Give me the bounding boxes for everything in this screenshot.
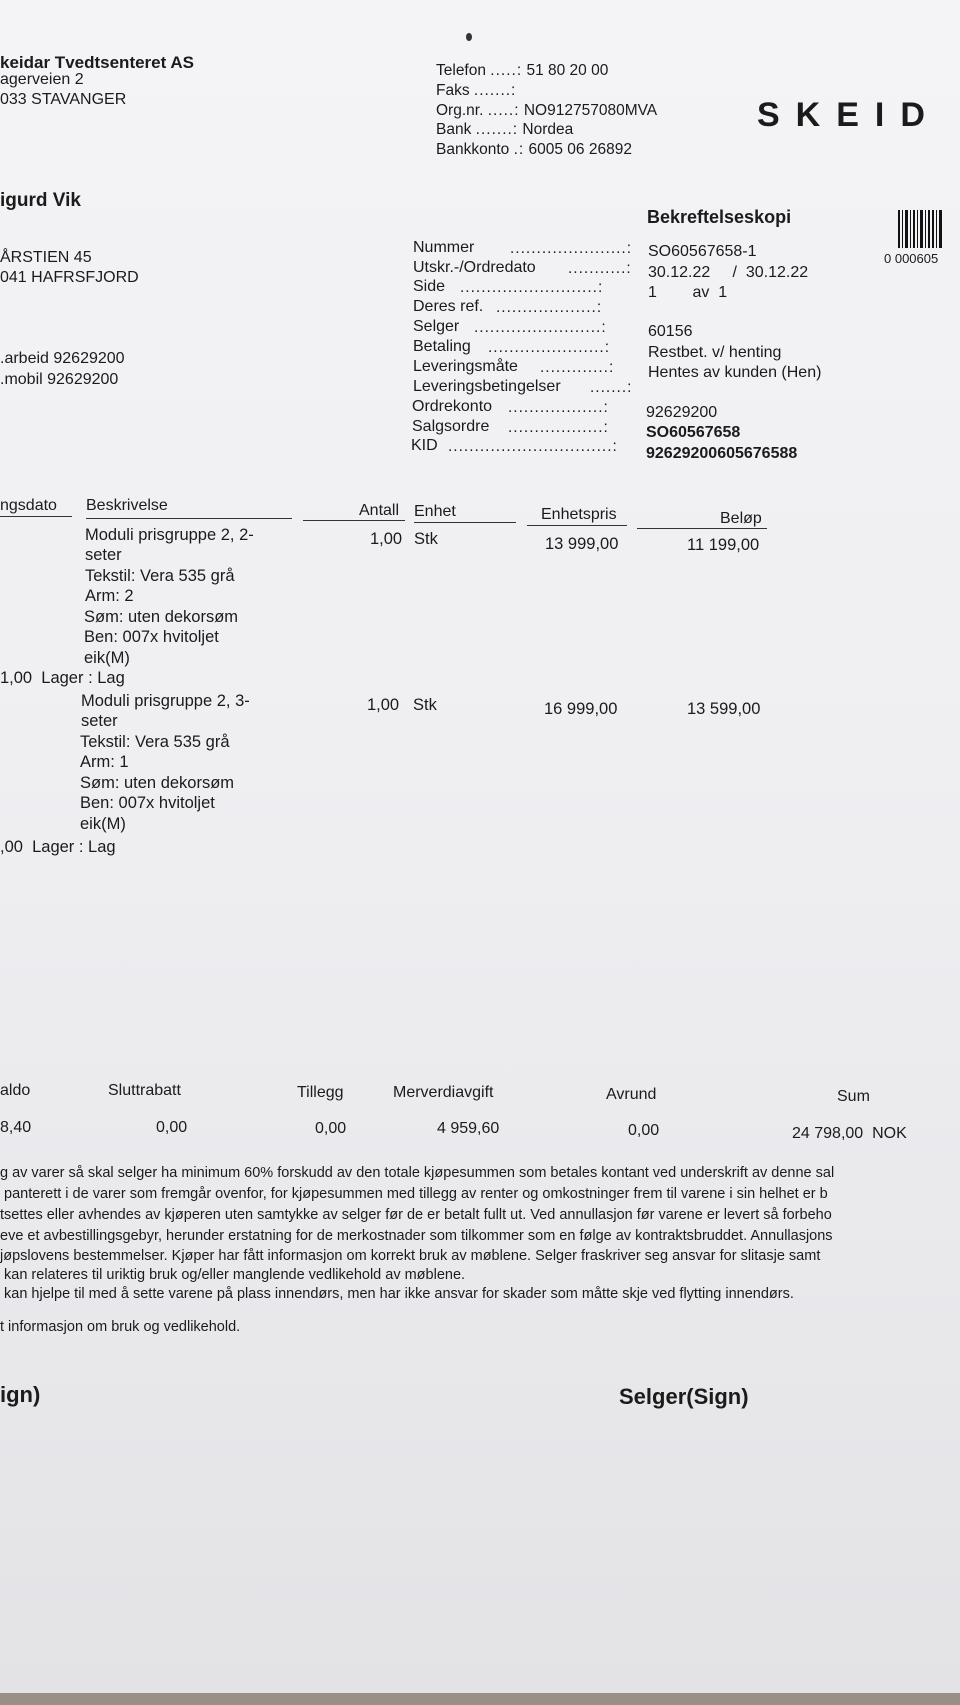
item-stock-line: ,00 Lager : Lag	[0, 838, 116, 856]
buyer-signature-label: ign)	[0, 1382, 41, 1407]
seller-city: 033 STAVANGER	[0, 91, 127, 108]
item-quantity: 1,00	[370, 530, 403, 548]
col-header-quantity: Antall	[359, 502, 400, 519]
order-info-label: Deres ref.	[413, 298, 484, 315]
totals-header-addition: Tillegg	[297, 1084, 344, 1101]
totals-header-balance: aldo	[0, 1082, 31, 1099]
item-description-line: eik(M)	[80, 815, 126, 833]
item-amount: 13 599,00	[687, 700, 761, 718]
sales-order: SO60567658	[646, 424, 741, 441]
item-unit-price: 13 999,00	[545, 535, 619, 553]
header-underline	[86, 518, 292, 519]
terms-line: kan relateres til uriktig bruk og/eller manglende vedlikehold av møblene.	[0, 1267, 466, 1283]
kid-number: 92629200605676588	[646, 445, 798, 462]
total-addition: 0,00	[315, 1120, 347, 1137]
account-dots: .:	[513, 141, 525, 158]
terms-line: g av varer så skal selger ha minimum 60% forskudd av den totale kjøpesummen som betales kontant ved underskrift av denne sal	[0, 1165, 835, 1181]
item-unit-price: 16 999,00	[544, 700, 618, 718]
totals-header-rounding: Avrund	[606, 1086, 657, 1103]
order-info-label: KID	[411, 437, 438, 454]
col-header-description: Beskrivelse	[86, 497, 168, 514]
customer-work-phone: .arbeid 92629200	[0, 350, 125, 367]
item-amount: 11 199,00	[687, 536, 760, 554]
item-description-line: Moduli prisgruppe 2, 3-	[81, 692, 250, 710]
customer-name: igurd Vik	[0, 190, 81, 211]
order-info-label: Betaling	[413, 338, 471, 355]
order-info-dots: ......................:	[510, 240, 633, 257]
payment-terms: Restbet. v/ henting	[648, 344, 782, 361]
order-info-label: Side	[413, 278, 446, 295]
org-dots: .....:	[487, 102, 520, 119]
item-unit: Stk	[413, 696, 437, 714]
item-quantity: 1,00	[367, 696, 400, 714]
order-info-dots: ......................:	[488, 339, 611, 356]
account-label: Bankkonto	[436, 141, 510, 158]
item-description-line: Arm: 1	[80, 753, 129, 771]
order-account: 92629200	[646, 404, 718, 421]
item-unit: Stk	[414, 530, 438, 548]
bank-label: Bank	[436, 121, 472, 138]
item-description-line: Søm: uten dekorsøm	[80, 774, 235, 792]
header-underline	[527, 525, 627, 526]
phone-value: 51 80 20 00	[526, 62, 609, 79]
seller-signature-label: Selger(Sign)	[619, 1384, 749, 1409]
order-info-label: Leveringsmåte	[413, 358, 518, 375]
item-stock-line: 1,00 Lager : Lag	[0, 669, 125, 687]
barcode-number: 0 000605	[884, 251, 939, 266]
order-info-label: Ordrekonto	[412, 398, 493, 415]
total-sum: 24 798,00 NOK	[792, 1125, 907, 1142]
order-info-dots: ...............................:	[448, 438, 618, 455]
ink-speck	[466, 33, 472, 41]
bank-value: Nordea	[522, 121, 574, 138]
phone-dots: .....:	[490, 62, 523, 79]
totals-header-discount: Sluttrabatt	[108, 1082, 181, 1099]
item-description-line: Ben: 007x hvitoljet	[80, 794, 215, 812]
org-value: NO912757080MVA	[523, 102, 658, 119]
seller-name: keidar Tvedtsenteret AS	[0, 53, 194, 72]
org-label: Org.nr.	[436, 102, 484, 119]
item-description-line: Søm: uten dekorsøm	[84, 608, 239, 626]
terms-line: t informasjon om bruk og vedlikehold.	[0, 1319, 241, 1335]
customer-street: ÅRSTIEN 45	[0, 249, 92, 266]
order-info-dots: ..................:	[508, 419, 609, 436]
page-number: 1 av 1	[648, 284, 728, 301]
order-info-dots: ...................:	[496, 299, 603, 316]
total-rounding: 0,00	[628, 1122, 660, 1139]
order-info-dots: ...........:	[568, 260, 632, 277]
document-title: Bekreftelseskopi	[647, 207, 792, 227]
account-value: 6005 06 26892	[528, 141, 632, 158]
order-number: SO60567658-1	[648, 243, 757, 260]
total-balance: 8,40	[0, 1119, 32, 1136]
col-header-amount: Beløp	[720, 510, 762, 527]
total-vat: 4 959,60	[437, 1120, 500, 1137]
barcode	[898, 210, 944, 248]
terms-line: jøpslovens bestemmelser. Kjøper har fått informasjon om korrekt bruk av møblene. Selger fraskriver seg ansvar for slitasje samt	[0, 1248, 821, 1264]
customer-mobile: .mobil 92629200	[0, 371, 119, 388]
item-description-line: Ben: 007x hvitoljet	[84, 628, 219, 646]
item-description-line: seter	[85, 546, 122, 564]
order-info-label: Nummer	[413, 239, 475, 256]
fax-dots: .......:	[473, 82, 517, 99]
salesperson: 60156	[648, 323, 693, 340]
bank-dots: .......:	[475, 121, 519, 138]
terms-line: panterett i de varer som fremgår ovenfor, for kjøpesummen med tillegg av renter og omkostninger frem til varene i sin helhet er b	[0, 1186, 828, 1202]
order-info-label: Salgsordre	[412, 418, 490, 435]
item-description-line: eik(M)	[84, 649, 130, 667]
delivery-method: Hentes av kunden (Hen)	[648, 364, 822, 381]
company-logo: SKEID	[757, 96, 941, 134]
col-header-unit-price: Enhetspris	[541, 506, 617, 523]
header-underline	[637, 528, 767, 529]
order-info-dots: ........................:	[474, 319, 607, 336]
totals-header-vat: Merverdiavgift	[393, 1084, 494, 1101]
item-description-line: Tekstil: Vera 535 grå	[80, 733, 230, 751]
order-info-dots: .......:	[590, 379, 633, 396]
total-discount: 0,00	[156, 1119, 188, 1136]
order-info-label: Utskr.-/Ordredato	[413, 259, 536, 276]
order-info-label: Leveringsbetingelser	[413, 378, 561, 395]
fax-label: Faks	[436, 82, 470, 99]
terms-line: eve et avbestillingsgebyr, herunder erstatning for de merkostnader som tilkommer som en følge av kontraktsbruddet. Annullasjons	[0, 1228, 833, 1244]
order-info-dots: ..........................:	[460, 279, 604, 296]
header-underline	[0, 516, 72, 517]
col-header-date: ngsdato	[0, 497, 57, 514]
header-underline	[414, 522, 516, 523]
totals-header-sum: Sum	[837, 1088, 870, 1105]
item-description-line: Arm: 2	[85, 587, 134, 605]
item-description-line: Tekstil: Vera 535 grå	[85, 567, 235, 585]
seller-street: agerveien 2	[0, 71, 84, 88]
order-info-dots: ..................:	[508, 399, 609, 416]
terms-line: tsettes eller avhendes av kjøperen uten samtykke av selger før de er betalt fullt ut. Ved annullasjon før varene er levert så forbeho	[0, 1207, 832, 1223]
order-dates: 30.12.22 / 30.12.22	[648, 264, 809, 281]
order-info-label: Selger	[413, 318, 460, 335]
item-description-line: seter	[81, 712, 118, 730]
phone-label: Telefon	[436, 62, 486, 79]
terms-line: kan hjelpe til med å sette varene på plass innendørs, men har ikke ansvar for skader som måtte skje ved flytting innendørs.	[0, 1286, 794, 1302]
order-info-dots: .............:	[540, 359, 615, 376]
customer-city: 041 HAFRSFJORD	[0, 269, 139, 286]
col-header-unit: Enhet	[414, 503, 456, 520]
header-underline	[303, 520, 405, 521]
item-description-line: Moduli prisgruppe 2, 2-	[85, 526, 254, 544]
